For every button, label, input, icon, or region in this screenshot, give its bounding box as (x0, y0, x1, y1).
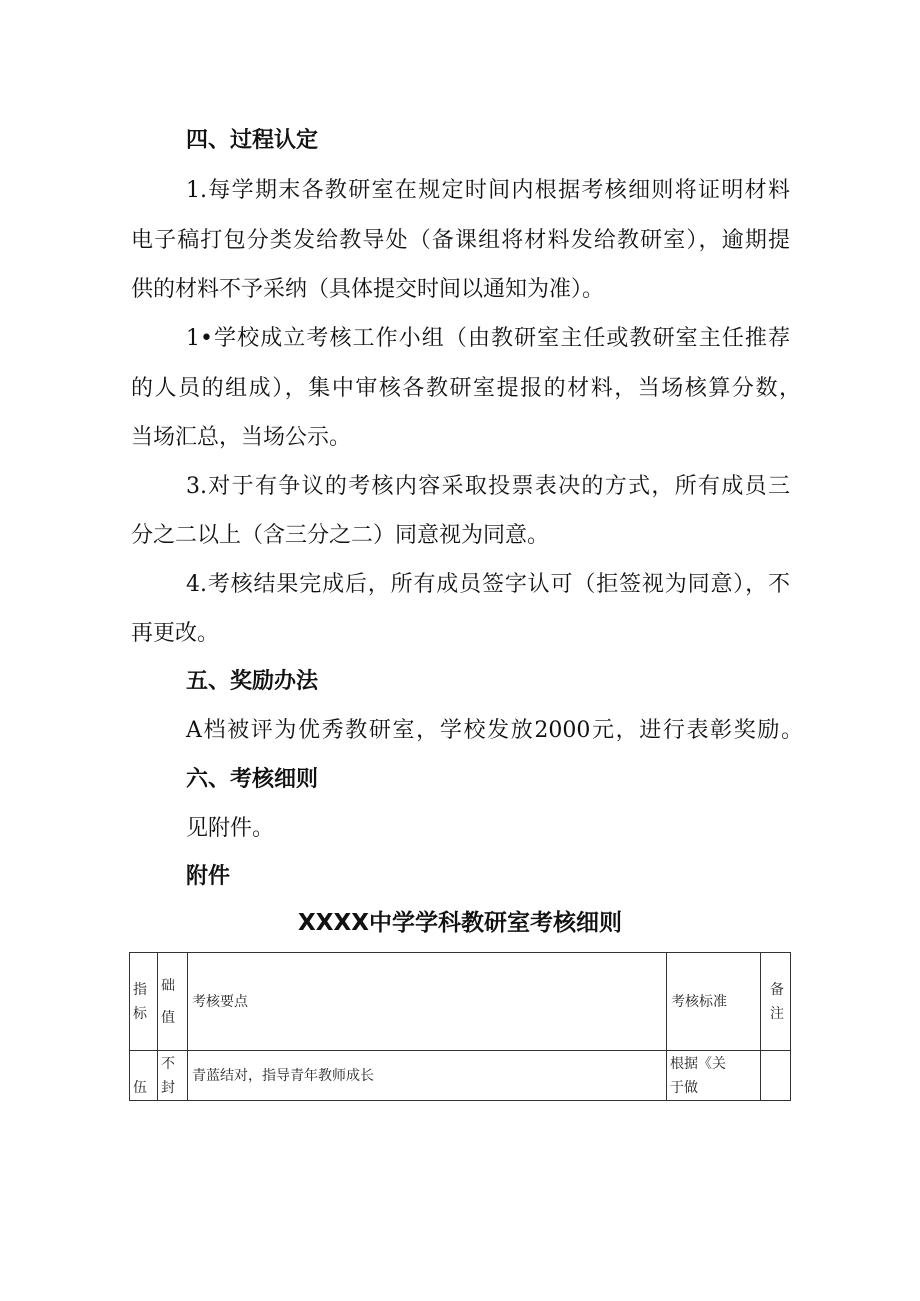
row-cell-indicator: 伍 (130, 1051, 158, 1101)
header-cell-remarks: 备 注 (761, 953, 791, 1051)
row-cell-remarks (761, 1051, 791, 1101)
table-title: XXXX中学学科教研室考核细则 (298, 910, 622, 936)
row-cell-standard: 根据《关 于做 (667, 1051, 761, 1101)
section-4-para4-line1: 4.考核结果完成后，所有成员签字认可（拒签视为同意），不 (186, 572, 790, 597)
row-cell-base-value: 不 封 (158, 1051, 188, 1101)
table-row (130, 1051, 791, 1101)
section-4-heading: 四、过程认定 (186, 128, 319, 153)
section-4-para2-line1: 1•学校成立考核工作小组（由教研室主任或教研室主任推荐 (186, 326, 790, 351)
table-header-row (130, 953, 791, 1051)
attachment-heading: 附件 (186, 864, 231, 889)
section-4-para2-line3: 当场汇总，当场公示。 (131, 425, 352, 450)
section-5-para: A档被评为优秀教研室，学校发放2000元，进行表彰奖励。 (186, 718, 803, 743)
header-cell-standard: 考核标准 (667, 953, 761, 1051)
header-cell-base-value: 础 值 (158, 953, 188, 1051)
section-4-para1-line3: 供的材料不予采纳（具体提交时间以通知为准）。 (131, 277, 605, 302)
section-4-para3-line1: 3.对于有争议的考核内容采取投票表决的方式，所有成员三 (186, 474, 790, 499)
section-4-para2-line2: 的人员的组成），集中审核各教研室提报的材料，当场核算分数， (131, 376, 801, 401)
header-cell-indicator: 指 标 (130, 953, 158, 1051)
section-4-para1-line1: 1.每学期末各教研室在规定时间内根据考核细则将证明材料 (186, 178, 790, 203)
assessment-table (129, 952, 791, 1101)
section-5-heading: 五、奖励办法 (186, 669, 319, 694)
section-4-para4-line2: 再更改。 (131, 621, 220, 646)
section-6-heading: 六、考核细则 (186, 767, 319, 792)
header-cell-key-points: 考核要点 (188, 953, 667, 1051)
section-4-para1-line2: 电子稿打包分类发给教导处（备课组将材料发给教研室），逾期提 (131, 228, 790, 253)
row-cell-key-points: 青蓝结对，指导青年教师成长 (188, 1051, 667, 1101)
section-4-para3-line2: 分之二以上（含三分之二）同意视为同意。 (131, 523, 550, 548)
section-6-para: 见附件。 (186, 816, 275, 841)
